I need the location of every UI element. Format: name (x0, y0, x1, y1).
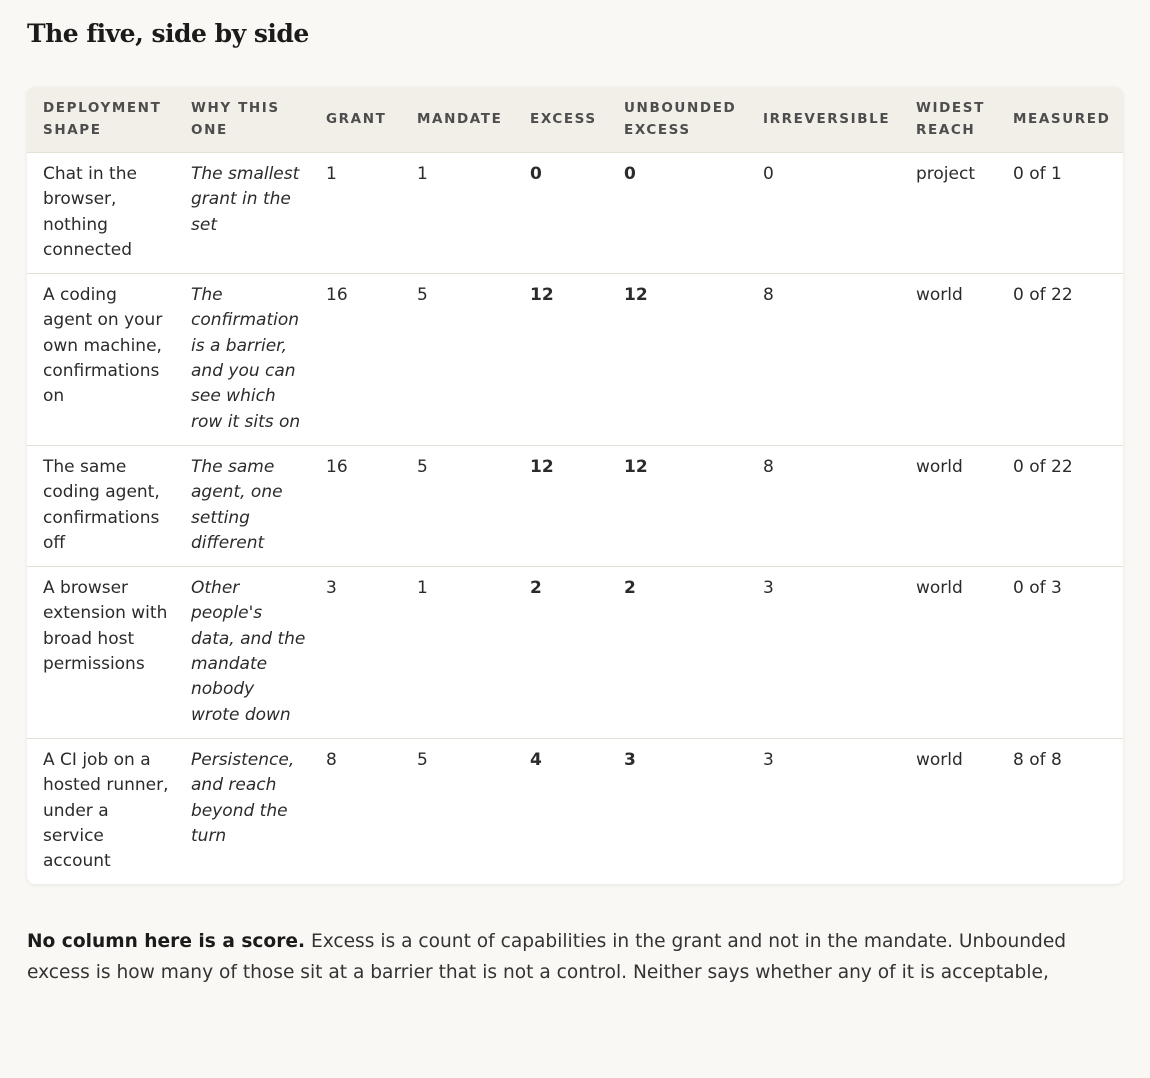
cell-why-this-one: Other people's data, and the mandate nobody wrote down (175, 567, 312, 739)
table-row (27, 567, 1123, 739)
cell-excess: 12 (514, 274, 608, 446)
cell-deployment-shape: A browser extension with broad host permissions (27, 567, 175, 739)
cell-mandate: 1 (401, 153, 514, 274)
header-widest-reach: WIDEST REACH (900, 87, 997, 153)
cell-irreversible: 8 (747, 274, 900, 446)
cell-why-this-one: The smallest grant in the set (175, 153, 312, 274)
cell-grant: 1 (312, 153, 401, 274)
header-why-this-one: WHY THIS ONE (175, 87, 312, 153)
cell-deployment-shape: A coding agent on your own machine, confirmations on (27, 274, 175, 446)
cell-widest-reach: project (900, 153, 997, 274)
explanatory-note (27, 926, 1123, 988)
cell-why-this-one: The confirmation is a barrier, and you can see which row it sits on (175, 274, 312, 446)
header-unbounded-excess: UNBOUNDED EXCESS (608, 87, 747, 153)
cell-widest-reach: world (900, 445, 997, 566)
cell-grant: 16 (312, 445, 401, 566)
cell-excess: 0 (514, 153, 608, 274)
cell-mandate: 5 (401, 445, 514, 566)
cell-deployment-shape: A CI job on a hosted runner, under a service account (43, 749, 169, 872)
note-text: Excess is a count of capabilities in the grant and not in the mandate. Unbounded excess is how many of those sit at a barrier that is not a control. Neither says whether any of it is acceptable, (27, 931, 1067, 984)
cell-widest-reach: world (916, 749, 963, 770)
cell-excess: 12 (514, 445, 608, 566)
cell-measured: 0 of 1 (997, 153, 1123, 274)
cell-unbounded-excess: 2 (608, 567, 747, 739)
header-mandate: MANDATE (401, 87, 514, 153)
cell-measured: 0 of 3 (997, 567, 1123, 739)
table-header-row (27, 87, 1123, 153)
cell-grant: 16 (312, 274, 401, 446)
cell-irreversible: 3 (763, 749, 774, 770)
cell-why-this-one: Persistence, and reach beyond the turn (191, 749, 295, 846)
header-measured: MEASURED (997, 87, 1123, 153)
cell-unbounded-excess: 0 (608, 153, 747, 274)
table-row (27, 445, 1123, 566)
cell-deployment-shape: The same coding agent, confirmations off (27, 445, 175, 566)
cell-unbounded-excess: 12 (608, 445, 747, 566)
note-lead: No column here is a score. (27, 931, 306, 953)
header-grant: GRANT (312, 87, 401, 153)
cell-measured: 0 of 22 (997, 274, 1123, 446)
cell-excess: 2 (514, 567, 608, 739)
cell-grant: 8 (326, 749, 337, 770)
cell-excess: 4 (530, 749, 542, 770)
cell-why-this-one: The same agent, one setting different (175, 445, 312, 566)
header-excess: EXCESS (514, 87, 608, 153)
cell-unbounded-excess: 3 (624, 749, 636, 770)
header-deployment-shape: DEPLOYMENT SHAPE (27, 87, 175, 153)
comparison-table-card (27, 87, 1123, 884)
cell-grant: 3 (312, 567, 401, 739)
table-row (27, 274, 1123, 446)
cell-mandate: 5 (417, 749, 428, 770)
cell-mandate: 1 (401, 567, 514, 739)
cell-widest-reach: world (900, 274, 997, 446)
cell-irreversible: 3 (747, 567, 900, 739)
header-irreversible: IRREVERSIBLE (747, 87, 900, 153)
cell-unbounded-excess: 12 (608, 274, 747, 446)
cell-widest-reach: world (900, 567, 997, 739)
cell-deployment-shape: Chat in the browser, nothing connected (27, 153, 175, 274)
cell-measured: 8 of 8 (1013, 749, 1062, 770)
section-heading: The five, side by side (27, 19, 309, 48)
table-row (27, 153, 1123, 274)
cell-irreversible: 8 (747, 445, 900, 566)
cell-measured: 0 of 22 (997, 445, 1123, 566)
cell-mandate: 5 (401, 274, 514, 446)
comparison-table (27, 87, 1123, 884)
cell-irreversible: 0 (747, 153, 900, 274)
table-row (27, 738, 1123, 884)
